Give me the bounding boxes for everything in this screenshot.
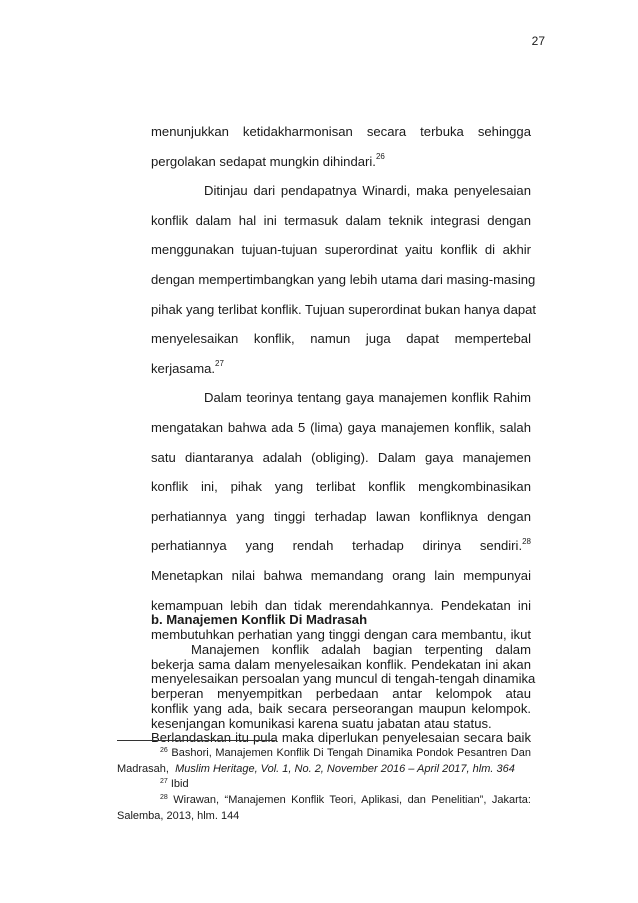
- footnote-text: Wirawan, “Manajemen Konflik Teori, Aplikasi, dan Penelitian”, Jakarta:: [173, 794, 531, 806]
- footnote-text: Bashori, Manajemen Konflik Di Tengah Dinamika Pondok Pesantren Dan: [171, 747, 531, 759]
- paragraph-line: Ditinjau dari pendapatnya Winardi, maka penyelesaian: [204, 183, 531, 199]
- paragraph-line: Berlandaskan itu pula maka diperlukan penyelesaian secara baik: [151, 730, 531, 746]
- paragraph-line: dengan mempertimbangkan yang lebih utama dari masing-masing: [151, 271, 536, 287]
- paragraph-line: Dalam teorinya tentang gaya manajemen konflik Rahim: [204, 390, 531, 406]
- paragraph-line: konflik ini, pihak yang terlibat konflik mengkombinasikan: [151, 479, 531, 495]
- footnote-mark: 26: [160, 747, 168, 754]
- paragraph-line: bekerja sama dalam menyelesaikan konflik. Pendekatan ini akan: [151, 656, 531, 672]
- footnote-26-cont: [117, 762, 531, 777]
- footnotes: [117, 746, 531, 824]
- paragraph-text: kerjasama.: [151, 360, 216, 376]
- paragraph-line: pihak yang terlibat konflik. Tujuan superordinat bukan hanya dapat: [151, 301, 537, 317]
- footnote-28: [117, 793, 531, 809]
- paragraph-line: mengatakan bahwa ada 5 (lima) gaya manajemen konflik, salah: [151, 419, 531, 435]
- paragraph-line: menyelesaikan persoalan yang muncul di tengah-tengah dinamika: [151, 671, 536, 687]
- paragraph-line: satu diantaranya adalah (obliging). Dalam gaya manajemen: [151, 449, 531, 465]
- paragraph-line: menyelesaikan konflik, namun juga dapat mempertebal: [151, 331, 531, 347]
- paragraph-line: [151, 354, 531, 384]
- footnote-26: [117, 746, 531, 762]
- footnote-ref[interactable]: 27: [215, 359, 224, 369]
- paragraph-line: [151, 531, 531, 561]
- footnote-separator: [117, 740, 275, 741]
- footnote-ref[interactable]: 28: [522, 536, 531, 546]
- footnote-27: [117, 777, 531, 793]
- footnote-28-cont: Salemba, 2013, hlm. 144: [117, 810, 240, 822]
- footnote-text: Ibid: [170, 778, 189, 790]
- paragraph-line: Manajemen konflik adalah bagian terpenting dalam: [191, 641, 531, 657]
- footnote-mark: 27: [160, 778, 168, 785]
- paragraph-text: pergolakan sedapat mungkin dihindari.: [151, 153, 376, 169]
- footnote-journal: Muslim Heritage, Vol. 1, No. 2, November 2016 – April 2017, hlm. 364: [175, 763, 515, 775]
- paragraph-line: menunjukkan ketidakharmonisan secara terbuka sehingga: [151, 124, 531, 139]
- paragraph-line: menggunakan tujuan-tujuan superordinat yaitu konflik di akhir: [151, 242, 531, 258]
- paragraph-line: membutuhkan perhatian yang tinggi dengan cara membantu, ikut: [151, 627, 531, 643]
- section-heading: b. Manajemen Konflik Di Madrasah: [151, 612, 368, 627]
- paragraph-line: konflik dalam hal ini termasuk dalam teknik integrasi dengan: [151, 212, 531, 228]
- footnote-mark: 28: [160, 794, 168, 801]
- footnote-text: Madrasah,: [117, 763, 169, 775]
- paragraph-line: perhatiannya yang tinggi terhadap lawan konfliknya dengan: [151, 508, 531, 524]
- page-number: 27: [531, 34, 545, 48]
- paragraph-line: [151, 147, 531, 177]
- paragraph-line: konflik yang ada, baik secara perseorangan maupun kelompok.: [151, 700, 531, 716]
- paragraph-text: perhatiannya yang rendah terhadap dirinya sendiri.: [151, 538, 523, 554]
- paragraph-line: berperan menyempitkan perbedaan antar kelompok atau: [151, 686, 531, 702]
- paragraph-line: kesenjangan komunikasi karena suatu jabatan atau status.: [151, 715, 492, 731]
- paragraph-line: kemampuan lebih dan tidak merendahkannya. Pendekatan ini: [151, 597, 531, 613]
- section-b: [151, 605, 536, 753]
- footnote-ref[interactable]: 26: [375, 152, 385, 162]
- paragraph-line: Menetapkan nilai bahwa memandang orang lain mempunyai: [151, 567, 531, 583]
